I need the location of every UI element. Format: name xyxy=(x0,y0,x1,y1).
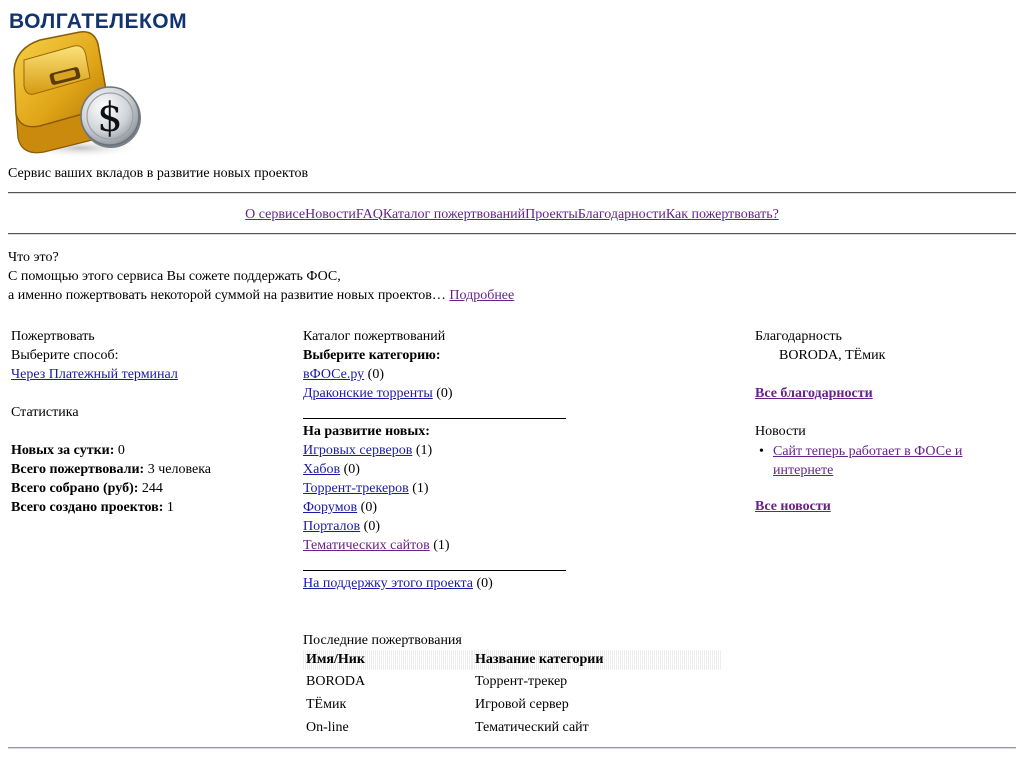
news-list xyxy=(755,442,1005,480)
catalog-title: Каталог пожертвований xyxy=(303,329,446,344)
list-item xyxy=(755,442,1005,480)
all-news-link[interactable]: Все новости xyxy=(755,499,831,514)
divider xyxy=(8,192,1016,194)
table-row xyxy=(303,670,722,693)
wallet-coin-icon xyxy=(10,30,145,160)
stats-section xyxy=(11,403,211,517)
category-link-game-servers[interactable]: Игровых серверов xyxy=(303,443,413,458)
category-item: Форумов (0) xyxy=(303,500,377,515)
donor-category: Игровой сервер xyxy=(475,696,569,712)
catalog-divider xyxy=(303,418,566,419)
catalog-section xyxy=(303,327,453,403)
nav-how-to-donate[interactable]: Как пожертвовать? xyxy=(665,207,779,222)
catalog-choose: Выберите категорию: xyxy=(303,348,441,363)
category-item: Торрент-трекеров (1) xyxy=(303,481,429,496)
category-link-dragon-torrents[interactable]: Драконские торренты xyxy=(303,386,433,401)
donor-name: On-line xyxy=(306,719,349,735)
stat-row: Всего создано проектов: 1 xyxy=(11,500,174,515)
intro-block xyxy=(8,248,514,305)
recent-title: Последние пожертвования xyxy=(303,633,462,648)
stat-row: Всего пожертвовали: 3 человека xyxy=(11,462,212,477)
table-row xyxy=(303,716,722,739)
thanks-names: BORODA, ТЁмик xyxy=(779,348,886,363)
all-news-wrap xyxy=(755,497,831,516)
category-link-hubs[interactable]: Хабов xyxy=(303,462,341,477)
terminal-link[interactable]: Через Платежный терминал xyxy=(11,367,178,382)
new-projects-section xyxy=(303,422,450,555)
logo-part2: ТЕЛЕКОМ xyxy=(81,10,188,33)
col-category-header: Название категории xyxy=(472,650,722,670)
footer-divider xyxy=(8,747,1016,749)
news-title: Новости xyxy=(755,424,806,439)
intro-line1: С помощью этого сервиса Вы сожете поддержать ФОС, xyxy=(8,269,341,284)
category-link-forums[interactable]: Форумов xyxy=(303,500,358,515)
col-name-header: Имя/Ник xyxy=(303,650,472,670)
category-item: Игровых серверов (1) xyxy=(303,443,433,458)
catalog-divider xyxy=(303,570,566,571)
nav-catalog[interactable]: Каталог пожертвований xyxy=(382,207,526,222)
donor-name: BORODA xyxy=(306,673,366,689)
logo-part1: ВОЛГА xyxy=(9,10,82,33)
support-item: На поддержку этого проекта (0) xyxy=(303,576,493,591)
donor-category: Торрент-трекер xyxy=(475,673,568,689)
support-project-link[interactable]: На поддержку этого проекта xyxy=(303,576,473,591)
category-link-torrent-trackers[interactable]: Торрент-трекеров xyxy=(303,481,409,496)
category-item: вФОСе.ру (0) xyxy=(303,367,384,382)
all-thanks-link[interactable]: Все благодарности xyxy=(755,386,873,401)
thanks-title: Благодарность xyxy=(755,329,842,344)
nav-news[interactable]: Новости xyxy=(305,207,356,222)
intro-title: Что это? xyxy=(8,250,59,265)
tagline: Сервис ваших вкладов в развитие новых проектов xyxy=(8,166,309,181)
category-link-portals[interactable]: Порталов xyxy=(303,519,361,534)
donate-choose: Выберите способ: xyxy=(11,348,119,363)
more-link[interactable]: Подробнее xyxy=(449,288,515,303)
category-link-thematic-sites[interactable]: Тематических сайтов xyxy=(303,538,430,553)
nav-projects[interactable]: Проекты xyxy=(525,207,578,222)
main-nav xyxy=(0,207,1024,223)
nav-about[interactable]: О сервисе xyxy=(245,207,306,222)
nav-faq[interactable]: FAQ xyxy=(355,207,383,222)
svg-text:$: $ xyxy=(97,95,123,141)
recent-donations-table xyxy=(303,650,722,739)
donor-category: Тематический сайт xyxy=(475,719,589,735)
donate-title: Пожертвовать xyxy=(11,329,95,344)
stat-row: Новых за сутки: 0 xyxy=(11,443,125,458)
stat-row: Всего собрано (руб): 244 xyxy=(11,481,163,496)
nav-thanks[interactable]: Благодарности xyxy=(577,207,666,222)
stats-title: Статистика xyxy=(11,405,79,420)
thanks-section xyxy=(755,327,885,403)
intro-line2: а именно пожертвовать некоторой суммой на развитие новых проектов… xyxy=(8,288,446,303)
news-item-link[interactable]: Сайт теперь работает в ФОСе и интернете xyxy=(773,444,963,478)
table-header-row xyxy=(303,650,722,670)
category-item: Порталов (0) xyxy=(303,519,380,534)
donate-section xyxy=(11,327,178,384)
intro-line2-wrap xyxy=(8,286,514,305)
category-item: Драконские торренты (0) xyxy=(303,386,453,401)
donor-name: ТЁмик xyxy=(306,696,347,712)
table-row xyxy=(303,693,722,716)
category-item: Хабов (0) xyxy=(303,462,360,477)
category-item: Тематических сайтов (1) xyxy=(303,538,450,553)
divider xyxy=(8,233,1016,235)
category-link-vfose[interactable]: вФОСе.ру xyxy=(303,367,365,382)
new-title: На развитие новых: xyxy=(303,424,430,439)
